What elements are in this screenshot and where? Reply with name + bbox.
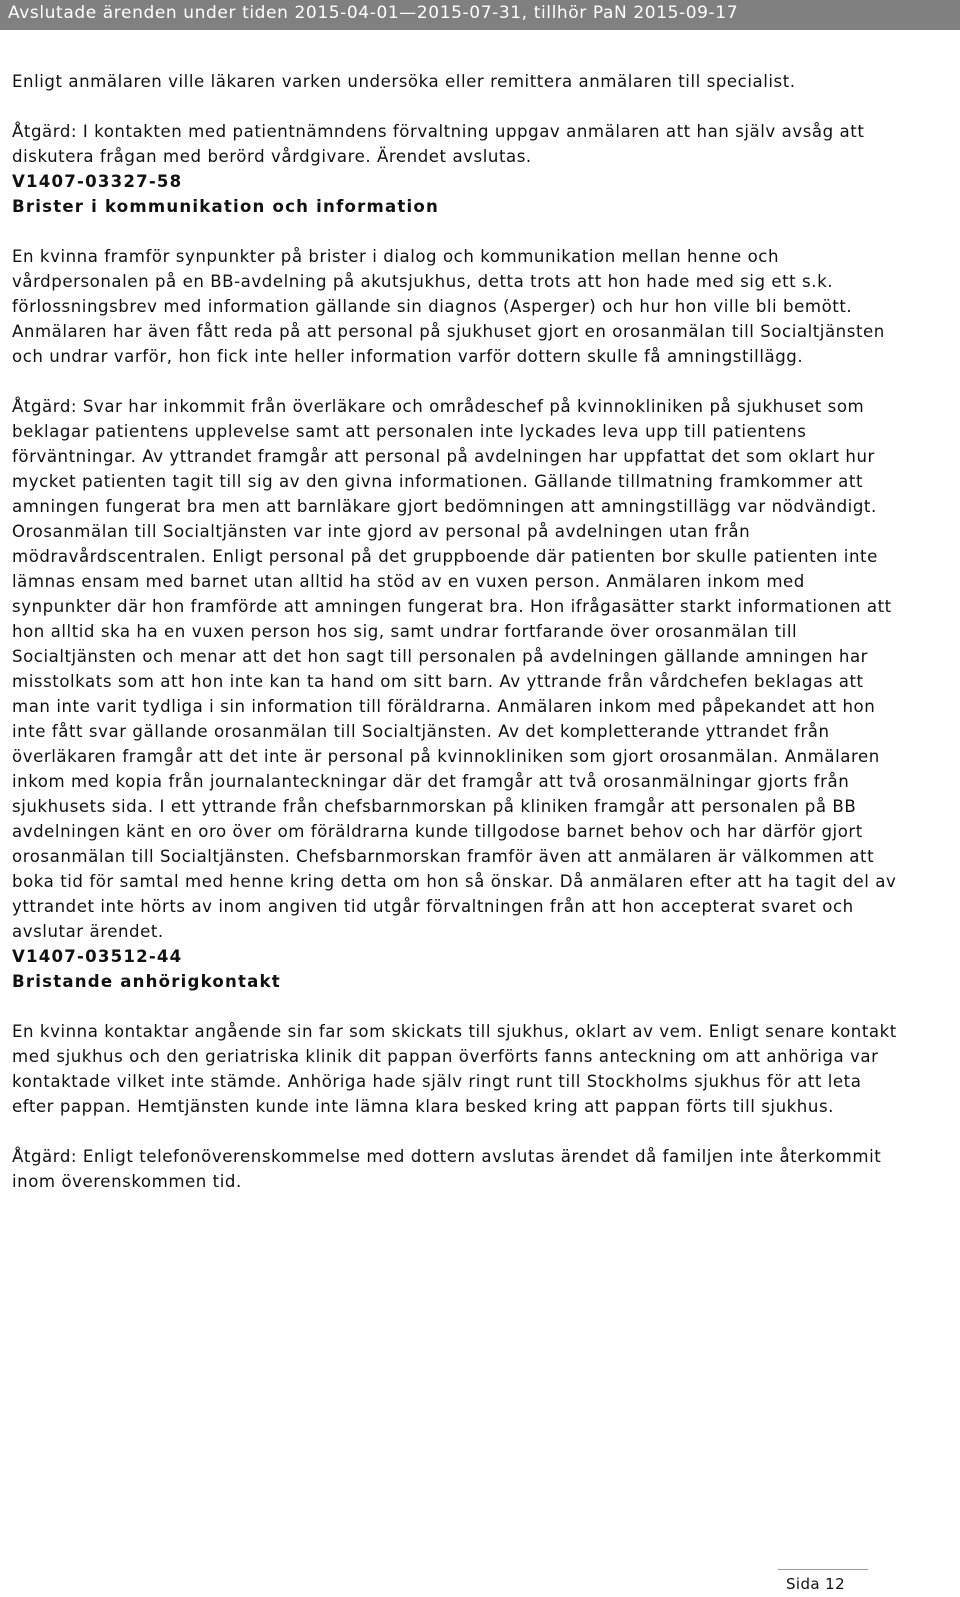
case-1-description: En kvinna framför synpunkter på brister i dialog och kommunikation mellan henne och vårdpersonalen på en BB-avdelning på akutsjukhus, detta trots att hon hade med sig ett s.k. förlossningsbrev med information gällande sin diagnos (Asperger) och hur hon ville bli bemött. Anmälaren har även fått reda på att personal på sjukhuset gjort en orosanmälan till Socialtjänsten och undrar varför, hon fick inte heller information varför dottern skulle få amningstillägg.	[12, 247, 885, 366]
case-1	[12, 169, 900, 944]
document-body	[12, 69, 900, 1194]
case-2-action: Åtgärd: Enligt telefonöverenskommelse med dottern avslutas ärendet då familjen inte återkommit inom överenskommen tid.	[12, 1147, 882, 1191]
case-2-description: En kvinna kontaktar angående sin far som skickats till sjukhus, oklart av vem. Enligt senare kontakt med sjukhus och den geriatriska klinik dit pappan överförts fanns anteckning om att anhöriga var kontaktade vilket inte stämde. Anhöriga hade själv ringt runt till Stockholms sjukhus för att leta efter pappan. Hemtjänsten kunde inte lämna klara besked kring att pappan förts till sjukhus.	[12, 1022, 897, 1116]
case-1-title: Brister i kommunikation och information	[12, 197, 439, 216]
case-1-action: Åtgärd: Svar har inkommit från överläkare och områdeschef på kvinnokliniken på sjukhuset som beklagar patientens upplevelse samt att personalen inte lyckades leva upp till patientens förväntningar. Av yttrandet framgår att personal på avdelningen har uppfattat det som oklart hur mycket patienten tagit till sig av den givna informationen. Gällande tillmatning framkommer att amningen fungerat bra men att barnläkare gjort bedömningen att amningstillägg var nödvändigt. Orosanmälan till Socialtjänsten var inte gjord av personal på avdelningen utan från mödravårdscentralen. Enligt personal på det gruppboende där patienten bor skulle patienten inte lämnas ensam med barnet utan alltid ha stöd av en vuxen person. Anmälaren inkom med synpunkter där hon framförde att amningen fungerat bra. Hon ifrågasätter starkt informationen att hon alltid ska ha en vuxen person hos sig, samt undrar fortfarande över orosanmälan till Socialtjänsten och menar att det hon sagt till personalen på avdelningen gällande amningen har misstolkats som att hon inte kan ta hand om sitt barn. Av yttrande från vårdchefen beklagas att man inte varit tydliga i sin information till föräldrarna. Anmälaren inkom med påpekandet att hon inte fått svar gällande orosanmälan till Socialtjänsten. Av det kompletterande yttrandet från överläkaren framgår att det inte är personal på kvinnokliniken som gjort orosanmälan. Anmälaren inkom med kopia från journalanteckningar där det framgår att två orosanmälningar gjorts från sjukhusets sida. I ett yttrande från chefsbarnmorskan på kliniken framgår att personalen på BB avdelningen känt en oro över om föräldrarna kunde tillgodose barnet behov och har därför gjort orosanmälan till Socialtjänsten. Chefsbarnmorskan framför även att anmälaren är välkommen att boka tid för samtal med henne kring detta om hon så önskar. Då anmälaren efter att ha tagit del av yttrandet inte hörts av inom angiven tid utgår förvaltningen från att hon accepterat svaret och avslutar ärendet.	[12, 397, 897, 941]
intro-action: Åtgärd: I kontakten med patientnämndens förvaltning uppgav anmälaren att han själv avsåg att diskutera frågan med berörd vårdgivare. Ärendet avslutas.	[12, 122, 865, 166]
case-2-title: Bristande anhörigkontakt	[12, 972, 281, 991]
footer-divider	[778, 1569, 868, 1570]
intro-paragraph: Enligt anmälaren ville läkaren varken undersöka eller remittera anmälaren till specialist.	[12, 72, 796, 91]
page-header	[0, 0, 960, 30]
case-2-id: V1407-03512-44	[12, 947, 183, 966]
header-title: Avslutade ärenden under tiden 2015-04-01—2015-07-31, tillhör PaN 2015-09-17	[8, 3, 739, 23]
case-2	[12, 944, 900, 1194]
page-number: Sida 12	[786, 1575, 846, 1593]
case-1-id: V1407-03327-58	[12, 172, 183, 191]
